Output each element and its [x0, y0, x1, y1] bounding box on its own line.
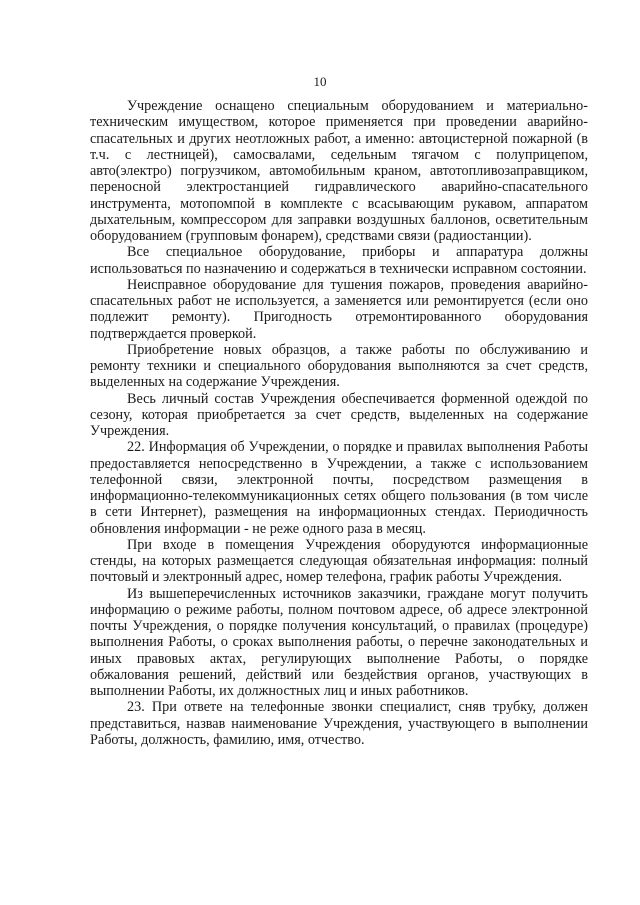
paragraph-23-phone: 23. При ответе на телефонные звонки специалист, сняв трубку, должен представиться, назвав наименование Учреждения, участвующего в выполнении Работы, должность, фамилию, имя, отчество. [90, 699, 588, 748]
paragraph-equipment: Учреждение оснащено специальным оборудованием и материально-техническим имуществом, которое применяется при проведении аварийно-спасательных и других неотложных работ, а именно: автоцистерной пожарной (в т.ч. с лестницей), самосвалами, седельным тягачом с полуприцепом, авто(электро) погрузчиком, автомобильным краном, автотопливозаправщиком, переносной электростанцией гидравлического аварийно-спасательного инструмента, мотопомпой в комплекте с всасывающим рукавом, аппаратом дыхательным, компрессором для заправки воздушных баллонов, осветительным оборудованием (групповым фонарем), средствами связи (радиостанции). [90, 98, 588, 244]
paragraph-info-stands: При входе в помещения Учреждения оборудуются информационные стенды, на которых размещается следующая обязательная информация: полный почтовый и электронный адрес, номер телефона, график работы Учреждения. [90, 536, 588, 586]
paragraph-22-information: 22. Информация об Учреждении, о порядке и правилах выполнения Работы предоставляется непосредственно в Учреждении, а также с использованием телефонной связи, электронной почты, посредством размещения в информационно-телекоммуникационных сетях общего пользования (в том числе в сети Интернет), размещения на информационных стендах. Периодичность обновления информации - не реже одного раза в месяц. [90, 439, 588, 537]
paragraph-info-sources: Из вышеперечисленных источников заказчики, граждане могут получить информацию о режиме работы, полном почтовом адресе, об адресе электронной почты Учреждения, о порядке получения консультаций, о правилах (процедуре) выполнения Работы, о сроках выполнения работы, о перечне законодательных и иных правовых актах, регулирующих выполнение Работы, о порядке обжалования решений, действий или бездействия органов, участвующих в выполнении Работы, их должностных лиц и иных работников. [90, 585, 588, 699]
page-number: 10 [313, 74, 327, 89]
paragraph-acquisition: Приобретение новых образцов, а также работы по обслуживанию и ремонту техники и специального оборудования выполняются за счет средств, выделенных на содержание Учреждения. [90, 341, 588, 391]
paragraph-faulty-equipment: Неисправное оборудование для тушения пожаров, проведения аварийно-спасательных работ не используется, а заменяется или ремонтируется (если оно подлежит ремонту). Пригодность отремонтированного оборудования подтверждается проверкой. [90, 276, 588, 342]
document-body [90, 98, 588, 748]
paragraph-equipment-condition: Все специальное оборудование, приборы и аппаратура должны использоваться по назначению и содержаться в технически исправном состоянии. [90, 244, 588, 277]
paragraph-uniform: Весь личный состав Учреждения обеспечивается форменной одеждой по сезону, которая приобретается за счет средств, выделенных на содержание Учреждения. [90, 390, 588, 439]
